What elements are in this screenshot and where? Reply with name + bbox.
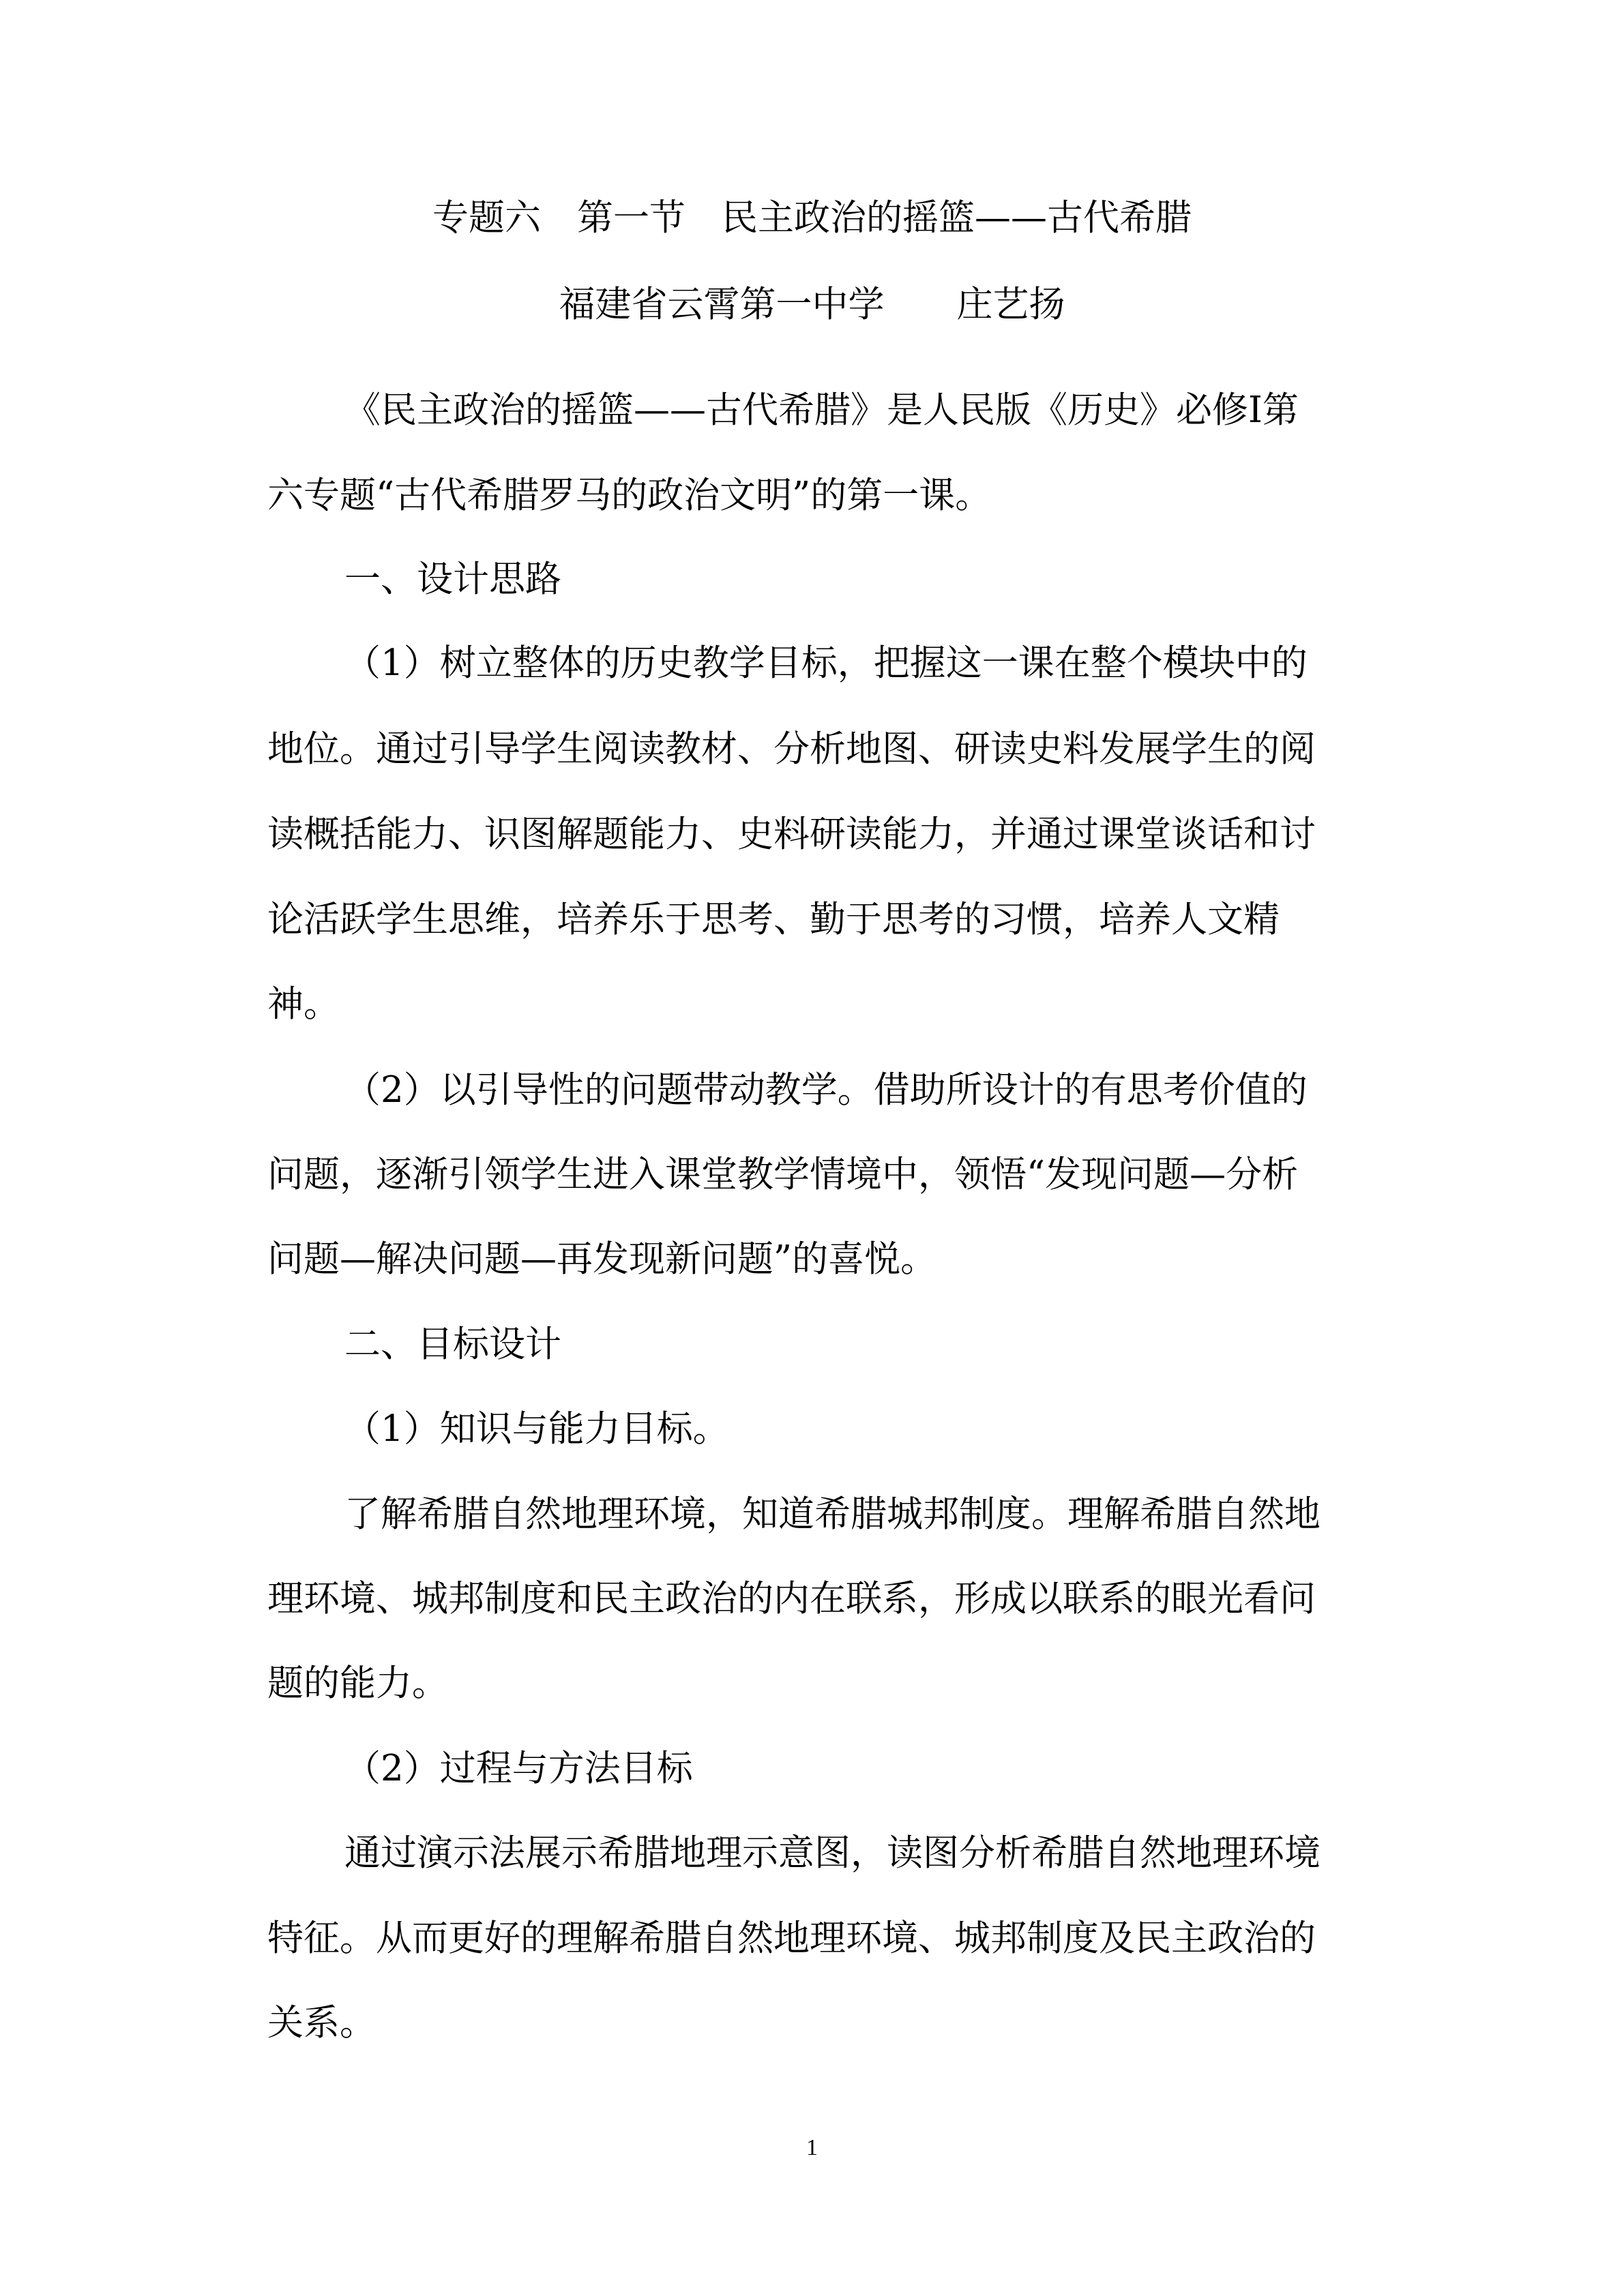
body-line: 特征。从而更好的理解希腊自然地理环境、城邦制度及民主政治的 — [267, 1918, 1316, 1959]
section-heading: 一、设计思路 — [344, 558, 561, 600]
subsection-heading: （1）知识与能力目标。 — [344, 1408, 729, 1450]
body-line: 通过演示法展示希腊地理示意图，读图分析希腊自然地理环境 — [344, 1832, 1320, 1874]
body-line: 题的能力。 — [267, 1663, 448, 1704]
subsection-heading: （2）过程与方法目标 — [344, 1748, 693, 1789]
body-line: 地位。通过引导学生阅读教材、分析地图、研读史料发展学生的阅 — [267, 728, 1316, 770]
body-line: （1）树立整体的历史教学目标，把握这一课在整个模块中的 — [344, 642, 1308, 684]
document-title: 专题六 第一节 民主政治的摇篮——古代希腊 — [432, 197, 1192, 239]
body-line: 论活跃学生思维，培养乐于思考、勤于思考的习惯，培养人文精 — [267, 899, 1280, 940]
body-line: 问题，逐渐引领学生进入课堂教学情境中，领悟“发现问题—分析 — [267, 1154, 1299, 1195]
body-line: 理环境、城邦制度和民主政治的内在联系，形成以联系的眼光看问 — [267, 1578, 1316, 1620]
body-line: （2）以引导性的问题带动教学。借助所设计的有思考价值的 — [344, 1069, 1308, 1111]
body-line: 神。 — [267, 983, 340, 1025]
page-number: 1 — [806, 2135, 818, 2160]
body-line: 《民主政治的摇篮——古代希腊》是人民版《历史》必修Ⅰ第 — [344, 389, 1299, 431]
author-line: 福建省云霄第一中学 庄艺扬 — [559, 284, 1065, 325]
body-line: 关系。 — [267, 2002, 376, 2044]
body-line: 了解希腊自然地理环境，知道希腊城邦制度。理解希腊自然地 — [344, 1493, 1320, 1535]
section-heading: 二、目标设计 — [344, 1324, 561, 1365]
body-line: 问题—解决问题—再发现新问题”的喜悦。 — [267, 1238, 937, 1280]
body-line: 六专题“古代希腊罗马的政治文明”的第一课。 — [267, 475, 992, 516]
body-line: 读概括能力、识图解题能力、史料研读能力，并通过课堂谈话和讨 — [267, 814, 1316, 855]
